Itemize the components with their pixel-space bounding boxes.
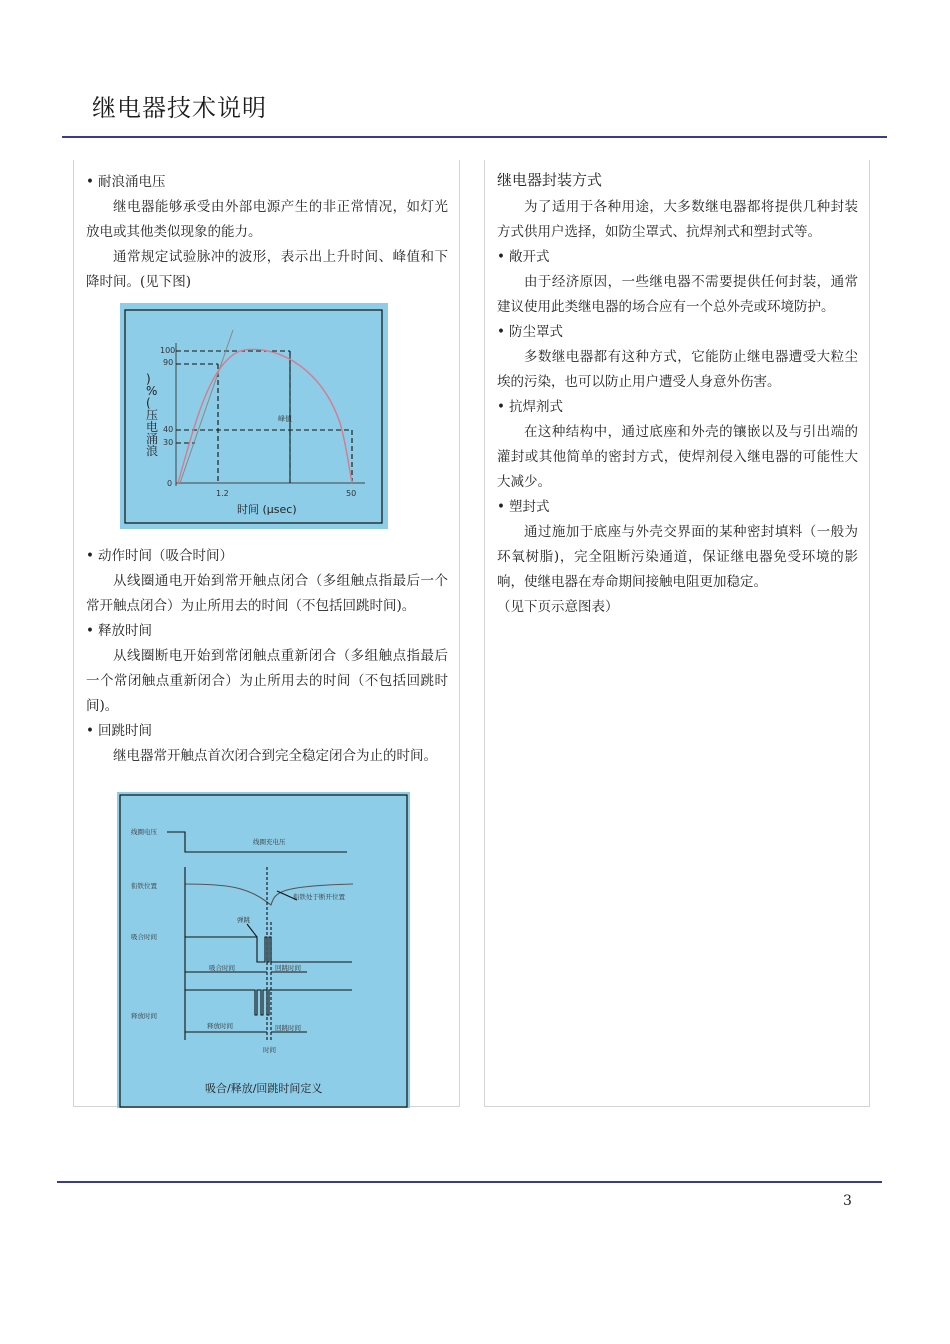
label-time: 时间 <box>263 1046 276 1054</box>
surge-paragraph-1: 继电器能够承受由外部电源产生的非正常情况，如灯光放电或其他类似现象的能力。 <box>86 199 448 240</box>
packaging-heading: 继电器封装方式 <box>497 171 603 189</box>
label-close: 吸合时间 <box>131 933 157 941</box>
label-bounce-time-1: 回跳时间 <box>275 964 301 972</box>
footer-divider <box>57 1181 882 1183</box>
release-time-paragraph: 从线圈断电开始到常闭触点重新闭合（多组触点指最后一个常闭触点重新闭合）为止所用去的时间（不包括回跳时间)。 <box>86 648 448 714</box>
right-text-block <box>497 170 858 620</box>
y-tick-90: 90 <box>163 358 174 367</box>
packaging-intro: 为了适用于各种用途，大多数继电器都将提供几种封装方式供用户选择，如防尘罩式、抗焊剂式和塑封式等。 <box>497 199 858 240</box>
label-bounce: 弹跳 <box>237 916 250 924</box>
page-number: 3 <box>843 1193 852 1209</box>
bullet-dust-cover: • 防尘罩式 <box>497 320 858 345</box>
label-coil-on: 线圈充电压 <box>253 838 286 846</box>
timing-caption: 吸合/释放/回跳时间定义 <box>205 1082 323 1095</box>
operate-time-paragraph: 从线圈通电开始到常开触点闭合（多组触点指最后一个常开触点闭合）为止所用去的时间（不包括回跳时间)。 <box>86 573 448 614</box>
y-tick-100: 100 <box>160 346 176 355</box>
dust-cover-paragraph: 多数继电器都有这种方式，它能防止继电器遭受大粒尘埃的污染，也可以防止用户遭受人身意外伤害。 <box>497 349 858 390</box>
flux-proof-paragraph: 在这种结构中，通过底座和外壳的镶嵌以及与引出端的灌封或其他简单的密封方式，使焊剂侵入继电器的可能性大大减少。 <box>497 424 858 490</box>
left-text-block-1 <box>86 170 448 295</box>
see-next-page-note: （见下页示意图表） <box>497 599 619 615</box>
bullet-flux-proof: • 抗焊剂式 <box>497 395 858 420</box>
section-title-release-time: • 释放时间 <box>86 619 448 644</box>
peak-label: 峰值 <box>278 415 292 423</box>
label-release: 释放时间 <box>131 1012 157 1020</box>
y-tick-40: 40 <box>163 425 174 434</box>
y-tick-0: 0 <box>167 479 173 488</box>
section-title-operate-time: • 动作时间（吸合时间） <box>86 544 448 569</box>
y-axis-label: ) % (压电涌浪 <box>146 372 159 458</box>
section-title-bounce-time: • 回跳时间 <box>86 719 448 744</box>
label-release-time: 释放时间 <box>207 1022 233 1030</box>
label-close-time: 吸合时间 <box>209 964 235 972</box>
bullet-open: • 敞开式 <box>497 245 858 270</box>
label-armature-note: 衔铁处于断开位置 <box>293 893 345 901</box>
section-title-surge: • 耐浪涌电压 <box>86 170 448 195</box>
header-divider <box>62 136 887 138</box>
open-paragraph: 由于经济原因，一些继电器不需要提供任何封装，通常建议使用此类继电器的场合应有一个总外壳或环境防护。 <box>497 274 858 315</box>
y-tick-30: 30 <box>163 438 174 447</box>
x-tick-1.2: 1.2 <box>216 489 229 498</box>
label-armature: 衔铁位置 <box>131 882 157 890</box>
sealed-paragraph: 通过施加于底座与外壳交界面的某种密封填料（一般为环氧树脂)，完全阻断污染通道，保证继电器免受环境的影响，使继电器在寿命期间接触电阻更加稳定。 <box>497 524 858 590</box>
bounce-time-paragraph: 继电器常开触点首次闭合到完全稳定闭合为止的时间。 <box>113 748 437 764</box>
x-tick-50: 50 <box>346 489 357 498</box>
surge-waveform-curve <box>178 349 352 483</box>
bullet-sealed: • 塑封式 <box>497 495 858 520</box>
left-text-block-2 <box>86 544 448 769</box>
label-coil-voltage: 线圈电压 <box>131 828 157 836</box>
page-title: 继电器技术说明 <box>92 94 267 122</box>
surge-waveform-chart <box>120 303 388 529</box>
timing-diagram <box>117 792 410 1108</box>
surge-paragraph-2: 通常规定试验脉冲的波形，表示出上升时间、峰值和下降时间。(见下图) <box>86 249 448 290</box>
label-bounce-time-2: 回跳时间 <box>275 1024 301 1032</box>
x-axis-label: 时间 (μsec) <box>237 503 297 516</box>
